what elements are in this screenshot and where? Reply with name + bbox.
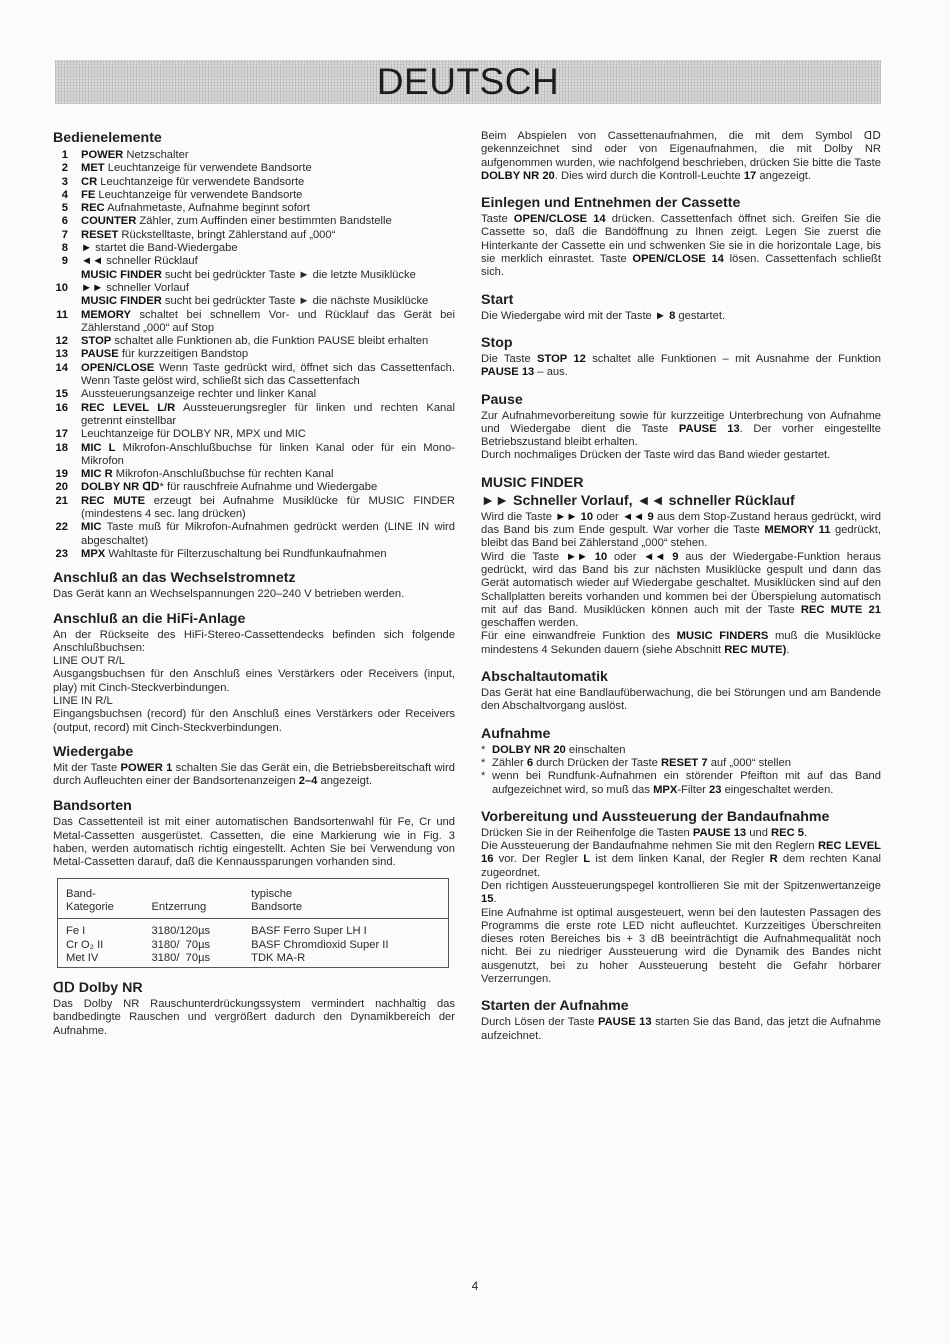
control-number: 5	[61, 202, 68, 215]
section-wechselstrom	[53, 570, 455, 601]
control-description: Taste muß für Mikrofon-Aufnahmen gedrückt werden (LINE IN wird abgeschaltet)	[81, 521, 455, 547]
section-bandsorten	[53, 798, 455, 968]
text-abschalt: Das Gerät hat eine Bandlaufüberwachung, die bei Störungen und am Bandende den Abschaltvorgang auslöst.	[481, 687, 881, 713]
heading-dolby: ᗡᗞ Dolby NR	[53, 980, 143, 997]
text-vorbereitung-3: Den richtigen Aussteuerungspegel kontrollieren Sie mit der Spitzenwertanzeige 15.	[481, 879, 881, 906]
control-description: Aussteuerungsanzeige rechter und linker Kanal	[81, 388, 317, 401]
control-number: 1	[61, 149, 68, 161]
control-name: REC MUTE	[81, 494, 146, 507]
heading-stop: Stop	[481, 334, 513, 351]
control-description: schaltet alle Funktionen ab, die Funktion PAUSE bleibt erhalten	[111, 335, 429, 348]
control-description: Mikrofon-Anschlußbuchse für rechten Kanal	[112, 468, 334, 481]
section-pause	[481, 392, 881, 463]
label-line-in: LINE IN R/L	[53, 694, 113, 707]
heading-start: Start	[481, 291, 514, 308]
page-number: 4	[471, 1279, 479, 1293]
table-col-bandsorte: BASF Ferro Super LH I BASF Chromdioxid Super II TDK MA-R	[243, 919, 448, 968]
control-number: 6	[61, 215, 68, 228]
section-starten	[481, 998, 881, 1043]
control-name: MPX	[81, 547, 106, 560]
control-name: RESET	[81, 228, 119, 241]
table-header-kategorie: Band- Kategorie	[66, 887, 114, 913]
heading-aufnahme: Aufnahme	[481, 725, 551, 742]
control-item	[53, 282, 455, 295]
control-name: STOP	[81, 335, 112, 348]
text-vorbereitung-4: Eine Aufnahme ist optimal ausgesteuert, wenn bei den lautesten Passagen des Programms die erste rote LED nicht aufleuchtet. Kurzzeitiges Überschreiten dieses roten Bereiches bis + 3 dB beeinträchtigt die Aufnahmequalität noch nicht. Bei zu niedriger Aussteuerung wird die Dynamik des Bandes nicht ausgenutzt, bei zu hoher Aussteuerung besteht die Gefahr hörbarer Verzerrungen.	[481, 906, 881, 986]
control-number: 7	[61, 228, 68, 241]
control-description: Zähler, zum Auffinden einer bestimmten Bandstelle	[136, 215, 392, 228]
text-line-out: Ausgangsbuchsen für den Anschluß eines Verstärkers oder Receivers (input, play) mit Cinch-Steckverbindungen.	[53, 668, 455, 694]
control-item	[53, 149, 455, 162]
section-bedienelemente	[53, 130, 455, 561]
text-stop: Die Taste STOP 12 schaltet alle Funktionen – mit Ausnahme der Funktion PAUSE 13 – aus.	[481, 352, 881, 379]
control-number: 2	[61, 162, 68, 175]
control-item	[53, 269, 455, 282]
control-number: 9	[61, 255, 68, 268]
control-item	[53, 548, 455, 561]
control-item	[53, 521, 455, 548]
label-line-out: LINE OUT R/L	[53, 655, 125, 668]
control-item	[53, 229, 455, 242]
section-musicfinder	[481, 475, 881, 657]
control-number: 16	[55, 401, 68, 414]
control-item	[53, 242, 455, 255]
control-name: COUNTER	[81, 215, 137, 228]
control-number: 10	[55, 281, 68, 294]
control-item	[53, 176, 455, 189]
section-dolby	[53, 980, 455, 1038]
control-item	[53, 481, 455, 494]
title-banner	[55, 60, 881, 104]
control-description: Mikrofon-Anschlußbuchse für linken Kanal oder für ein Mono-Mikrofon	[81, 441, 456, 467]
control-description: Leuchtanzeige für verwendete Bandsorte	[97, 175, 305, 188]
control-description: erzeugt bei Aufnahme Musiklücke für MUSIC FINDER (mindestens 4 sec. lang drücken)	[81, 494, 455, 521]
table-col-entzerrung: 3180/120µs 3180/ 70µs 3180/ 70µs	[143, 919, 243, 968]
control-description: sucht bei gedrückter Taste ► die nächste Musiklücke	[161, 295, 429, 308]
control-item	[53, 295, 455, 308]
section-start	[481, 292, 881, 323]
text-hifi-intro: An der Rückseite des HiFi-Stereo-Cassettendecks befinden sich folgende Anschlußbuchsen:	[53, 628, 455, 654]
control-item	[53, 215, 455, 228]
control-item	[53, 388, 455, 401]
control-name: FE	[81, 188, 96, 201]
heading-bedienelemente: Bedienelemente	[53, 130, 162, 146]
heading-einlegen: Einlegen und Entnehmen der Cassette	[481, 195, 741, 212]
text-vorbereitung-1: Drücken Sie in der Reihenfolge die Tasten PAUSE 13 und REC 5.	[481, 826, 808, 839]
heading-abschalt: Abschaltautomatik	[481, 669, 608, 686]
control-name: PAUSE	[81, 348, 119, 361]
control-number: 14	[55, 361, 68, 374]
control-description: Rückstelltaste, bringt Zählerstand auf „000“	[118, 228, 336, 241]
section-hifi	[53, 611, 455, 735]
control-name: MET	[81, 162, 105, 175]
control-description: Aussteuerungsregler für linken und rechten Kanal getrennt einstellbar	[81, 401, 455, 427]
control-name: DOLBY NR ᗡᗞ	[81, 481, 160, 494]
control-item	[53, 402, 455, 429]
control-item	[53, 348, 455, 361]
control-name: REC LEVEL L/R	[81, 401, 176, 414]
heading-hifi: Anschluß an die HiFi-Anlage	[53, 610, 246, 627]
control-number: 23	[55, 547, 68, 560]
control-name: MIC L	[81, 441, 116, 454]
text-dolby: Das Dolby NR Rauschunterdrückungssystem vermindert nachhaltig das bandbedingte Rauschen und vergrößert dadurch den Dynamikbereich der Aufnahme.	[53, 998, 455, 1037]
control-number: 18	[55, 441, 68, 454]
section-abschalt	[481, 669, 881, 714]
section-einlegen	[481, 195, 881, 279]
control-number: 21	[55, 494, 68, 507]
text-pause: Zur Aufnahmevorbereitung sowie für kurzzeitige Unterbrechung von Aufnahme und Wiedergabe dient die Taste PAUSE 13. Der vorher eingestellte Betriebszustand bleibt erhalten.	[481, 409, 882, 449]
text-wechselstrom: Das Gerät kann an Wechselspannungen 220–240 V betrieben werden.	[53, 588, 405, 601]
page-title: DEUTSCH	[376, 61, 560, 102]
tape-type-table	[57, 878, 449, 968]
text-wiedergabe: Mit der Taste POWER 1 schalten Sie das Gerät ein, die Betriebsbereitschaft wird durch Aufleuchten einer der Bandsortenanzeigen 2–4 angezeigt.	[53, 761, 455, 788]
heading-wiedergabe: Wiedergabe	[53, 743, 134, 760]
text-pause-2: Durch nochmaliges Drücken der Taste wird das Band wieder gestartet.	[481, 449, 831, 462]
control-item	[53, 428, 455, 441]
control-description: Wahltaste für Filterzuschaltung bei Rundfunkaufnahmen	[105, 547, 387, 560]
control-number: 4	[61, 188, 68, 201]
control-number: 17	[55, 428, 68, 441]
text-vorbereitung-2: Die Aussteuerung der Bandaufnahme nehmen Sie mit den Reglern REC LEVEL 16 vor. Der Regler L ist dem linken Kanal, der Regler R dem rechten Kanal zugeordnet.	[481, 840, 881, 879]
control-number: 11	[56, 308, 68, 321]
control-number: 22	[55, 521, 68, 534]
control-item	[53, 442, 455, 469]
heading-vorbereitung: Vorbereitung und Aussteuerung der Bandaufnahme	[481, 808, 830, 825]
control-name: ►►	[81, 281, 104, 294]
control-description: Netzschalter	[123, 149, 189, 161]
control-item	[53, 495, 455, 522]
control-name: POWER	[81, 149, 124, 161]
control-number: 20	[55, 481, 68, 494]
control-name: MIC	[81, 521, 102, 534]
text-line-in: Eingangsbuchsen (record) für den Anschluß eines Verstärkers oder Receivers (output, record) mit Cinch-Steckverbindungen.	[53, 708, 455, 734]
heading-starten: Starten der Aufnahme	[481, 998, 629, 1015]
control-name: REC	[81, 202, 105, 215]
control-number: 8	[61, 242, 68, 255]
control-item	[53, 255, 455, 268]
control-description: schaltet bei schnellem Vor- und Rücklauf das Gerät bei Zählerstand „000“ auf Stop	[81, 308, 455, 334]
control-item	[53, 189, 455, 202]
control-name: CR	[81, 175, 98, 188]
control-description: Leuchtanzeige für verwendete Bandsorte	[104, 162, 312, 175]
controls-list	[53, 149, 455, 561]
heading-bandsorten: Bandsorten	[53, 798, 132, 815]
heading-wechselstrom: Anschluß an das Wechselstromnetz	[53, 570, 296, 587]
control-name: MUSIC FINDER	[81, 295, 162, 308]
control-description: Leuchtanzeige für verwendete Bandsorte	[95, 188, 303, 201]
control-description: schneller Vorlauf	[103, 281, 189, 294]
section-stop	[481, 335, 881, 380]
text-dolby-playback: Beim Abspielen von Cassettenaufnahmen, die mit dem Symbol ᗡᗞ gekennzeichnet sind oder von Eigenaufnahmen, die mit Dolby NR aufgenommen wurden, wie nachfolgend beschrieben, drücken Sie bitte die Taste DOLBY NR 20. Dies wird durch die Kontroll-Leuchte 17 angezeigt.	[481, 130, 881, 182]
table-header-entzerrung: Entzerrung	[151, 900, 207, 913]
text-einlegen: Taste OPEN/CLOSE 14 drücken. Cassettenfach öffnet sich. Greifen Sie die Cassette so, daß die Bandöffnung zu Ihnen zeigt. Legen Sie zuerst die Hinterkante der Cassette ein und schwenken Sie sie in die horizontale Lage, bis sie merklich einrastet. Taste OPEN/CLOSE 14 lösen. Cassettenfach schließt sich.	[481, 213, 882, 279]
text-start: Die Wiedergabe wird mit der Taste ► 8 gestartet.	[481, 309, 726, 322]
table-col-kategorie: Fe I Cr O₂ II Met IV	[58, 919, 144, 968]
text-bandsorten: Das Cassettenteil ist mit einer automatischen Bandsortenwahl für Fe, Cr und Metal-Cassetten ausgerüstet. Cassetten, die eine Markierung wie in Fig. 3 haben, werden automatisch richtig eingestellt. Achten Sie bei Verwendung von Metal-Cassetten darauf, daß die Kennaussparungen vorhanden sind.	[53, 816, 455, 869]
text-musicfinder-1: Wird die Taste ►► 10 oder ◄◄ 9 aus dem Stop-Zustand heraus gedrückt, wird das Band bis zum Ende gespult. War vorher die Taste MEMORY 11 gedrückt, bleibt das Band bei Zählerstand „000“ stehen.	[481, 510, 881, 550]
control-name: MEMORY	[81, 308, 131, 321]
control-description: Wenn Taste gedrückt wird, öffnet sich das Cassettenfach. Wenn Taste gelöst wird, schließt sich das Cassettenfach	[81, 361, 455, 388]
control-number: 13	[55, 348, 68, 361]
control-description: sucht bei gedrückter Taste ► die letzte Musiklücke	[161, 268, 416, 281]
control-item	[53, 468, 455, 481]
control-description: startet die Band-Wiedergabe	[92, 242, 238, 255]
aufnahme-steps	[481, 744, 881, 797]
heading-spulen: ►► Schneller Vorlauf, ◄◄ schneller Rücklauf	[481, 492, 795, 509]
control-item	[53, 162, 455, 175]
section-wiedergabe	[53, 744, 455, 789]
list-item: * DOLBY NR 20 einschalten	[481, 744, 881, 757]
control-name: MIC R	[81, 468, 113, 481]
section-intro	[481, 130, 881, 183]
control-name: ►	[81, 242, 93, 255]
right-column	[481, 130, 881, 1052]
left-column	[53, 130, 455, 1047]
control-name: OPEN/CLOSE	[81, 361, 155, 374]
control-item	[53, 202, 455, 215]
section-aufnahme	[481, 726, 881, 797]
control-description: * für rauschfreie Aufnahme und Wiedergabe	[159, 481, 378, 494]
list-item: * Zähler 6 durch Drücken der Taste RESET 7 auf „000“ stellen	[481, 757, 881, 770]
text-musicfinder-3: Für eine einwandfreie Funktion des MUSIC FINDERS muß die Musiklücke mindestens 4 Sekunden dauern (siehe Abschnitt REC MUTE).	[481, 630, 882, 656]
control-number: 19	[55, 468, 68, 481]
control-description: für kurzzeitigen Bandstop	[118, 348, 249, 361]
control-number: 15	[55, 388, 68, 401]
control-number: 12	[55, 335, 68, 348]
control-description: schneller Rücklauf	[103, 255, 198, 268]
text-musicfinder-2: Wird die Taste ►► 10 oder ◄◄ 9 aus der Wiedergabe-Funktion heraus gedrückt, wird das Band bis zur nächsten Musiklücke gespult und dann das Gerät automatisch wieder auf Wiedergabe geschaltet. Musiklücken sind auf den Schallplatten bereits vorhanden und kommen bei der Überspielung automatisch mit auf das Band. Musiklücken können auch mit der Taste REC MUTE 21 geschaffen werden.	[481, 550, 881, 630]
control-item	[53, 309, 455, 336]
heading-musicfinder: MUSIC FINDER	[481, 474, 584, 491]
control-item	[53, 335, 455, 348]
section-vorbereitung	[481, 809, 881, 987]
text-starten: Durch Lösen der Taste PAUSE 13 starten Sie das Band, das jetzt die Aufnahme aufzeichnet.	[481, 1016, 881, 1042]
list-item: * wenn bei Rundfunk-Aufnahmen ein störender Pfeifton mit auf das Band aufgezeichnet wird, so muß das MPX-Filter 23 eingeschaltet werden.	[481, 770, 881, 797]
heading-pause: Pause	[481, 391, 523, 408]
control-item	[53, 362, 455, 389]
control-name: MUSIC FINDER	[81, 268, 162, 281]
table-header-bandsorte: typische Bandsorte	[251, 887, 303, 913]
control-number: 3	[61, 175, 68, 188]
control-description: Leuchtanzeige für DOLBY NR, MPX und MIC	[81, 428, 306, 441]
control-description: Aufnahmetaste, Aufnahme beginnt sofort	[104, 202, 310, 215]
control-name: ◄◄	[81, 255, 104, 268]
